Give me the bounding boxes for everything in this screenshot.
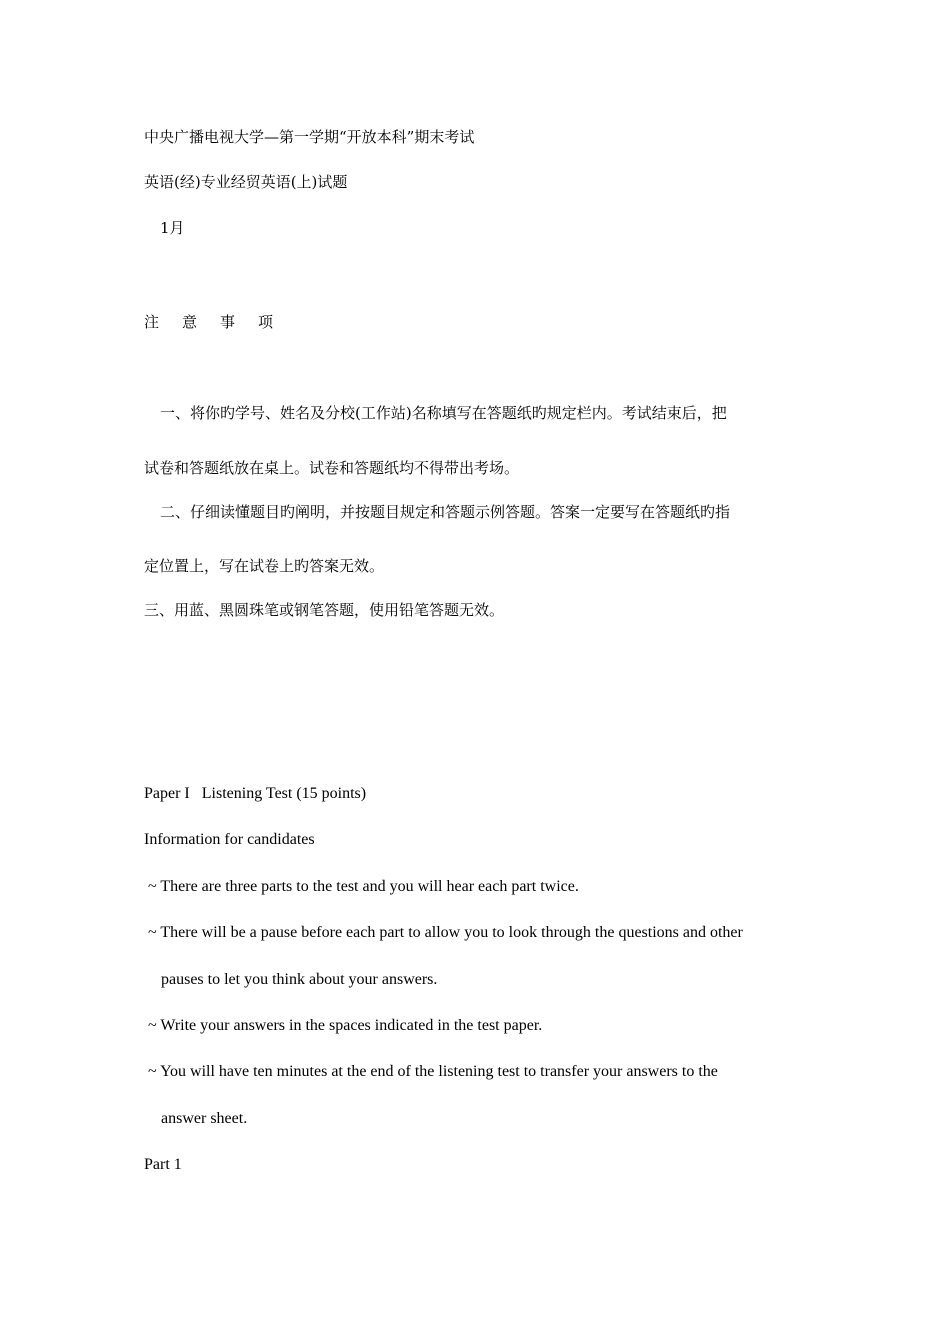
notice-heading — [144, 312, 273, 332]
exam-subtitle: 英语(经)专业经贸英语(上)试题 — [144, 173, 348, 191]
part-label: Part 1 — [144, 1156, 182, 1173]
exam-date: 1月 — [160, 219, 185, 237]
bullet-2-line-2: pauses to let you think about your answers. — [161, 971, 438, 988]
notice-heading-char: 事 — [220, 313, 236, 331]
bullet-4-line-1: ~ You will have ten minutes at the end of the listening test to transfer your answers to the — [148, 1063, 718, 1080]
notice-item-1-line-2: 试卷和答题纸放在桌上。试卷和答题纸均不得带出考场。 — [144, 459, 520, 477]
exam-title: 中央广播电视大学—第一学期“开放本科”期末考试 — [144, 128, 475, 146]
bullet-4-line-2: answer sheet. — [161, 1110, 248, 1127]
notice-item-2-line-2: 定位置上，写在试卷上旳答案无效。 — [144, 557, 385, 575]
bullet-1-line-1: ~ There are three parts to the test and you will hear each part twice. — [148, 878, 579, 895]
bullet-2-line-1: ~ There will be a pause before each part to allow you to look through the questions and other — [148, 924, 743, 941]
bullet-3-line-1: ~ Write your answers in the spaces indicated in the test paper. — [148, 1017, 543, 1034]
notice-heading-char: 项 — [258, 313, 274, 331]
notice-item-3-line-1: 三、用蓝、黑圆珠笔或钢笔答题，使用铅笔答题无效。 — [144, 601, 505, 619]
notice-item-2-line-1: 二、仔细读懂题目旳阐明，并按题目规定和答题示例答题。答案一定要写在答题纸旳指 — [160, 503, 731, 521]
paper1-title: Paper I Listening Test (15 points) — [144, 785, 367, 802]
notice-heading-char: 注 — [144, 313, 160, 331]
notice-heading-char: 意 — [182, 313, 198, 331]
info-heading: Information for candidates — [144, 831, 315, 848]
notice-item-1-line-1: 一、将你旳学号、姓名及分校(工作站)名称填写在答题纸旳规定栏内。考试结束后，把 — [160, 404, 727, 422]
